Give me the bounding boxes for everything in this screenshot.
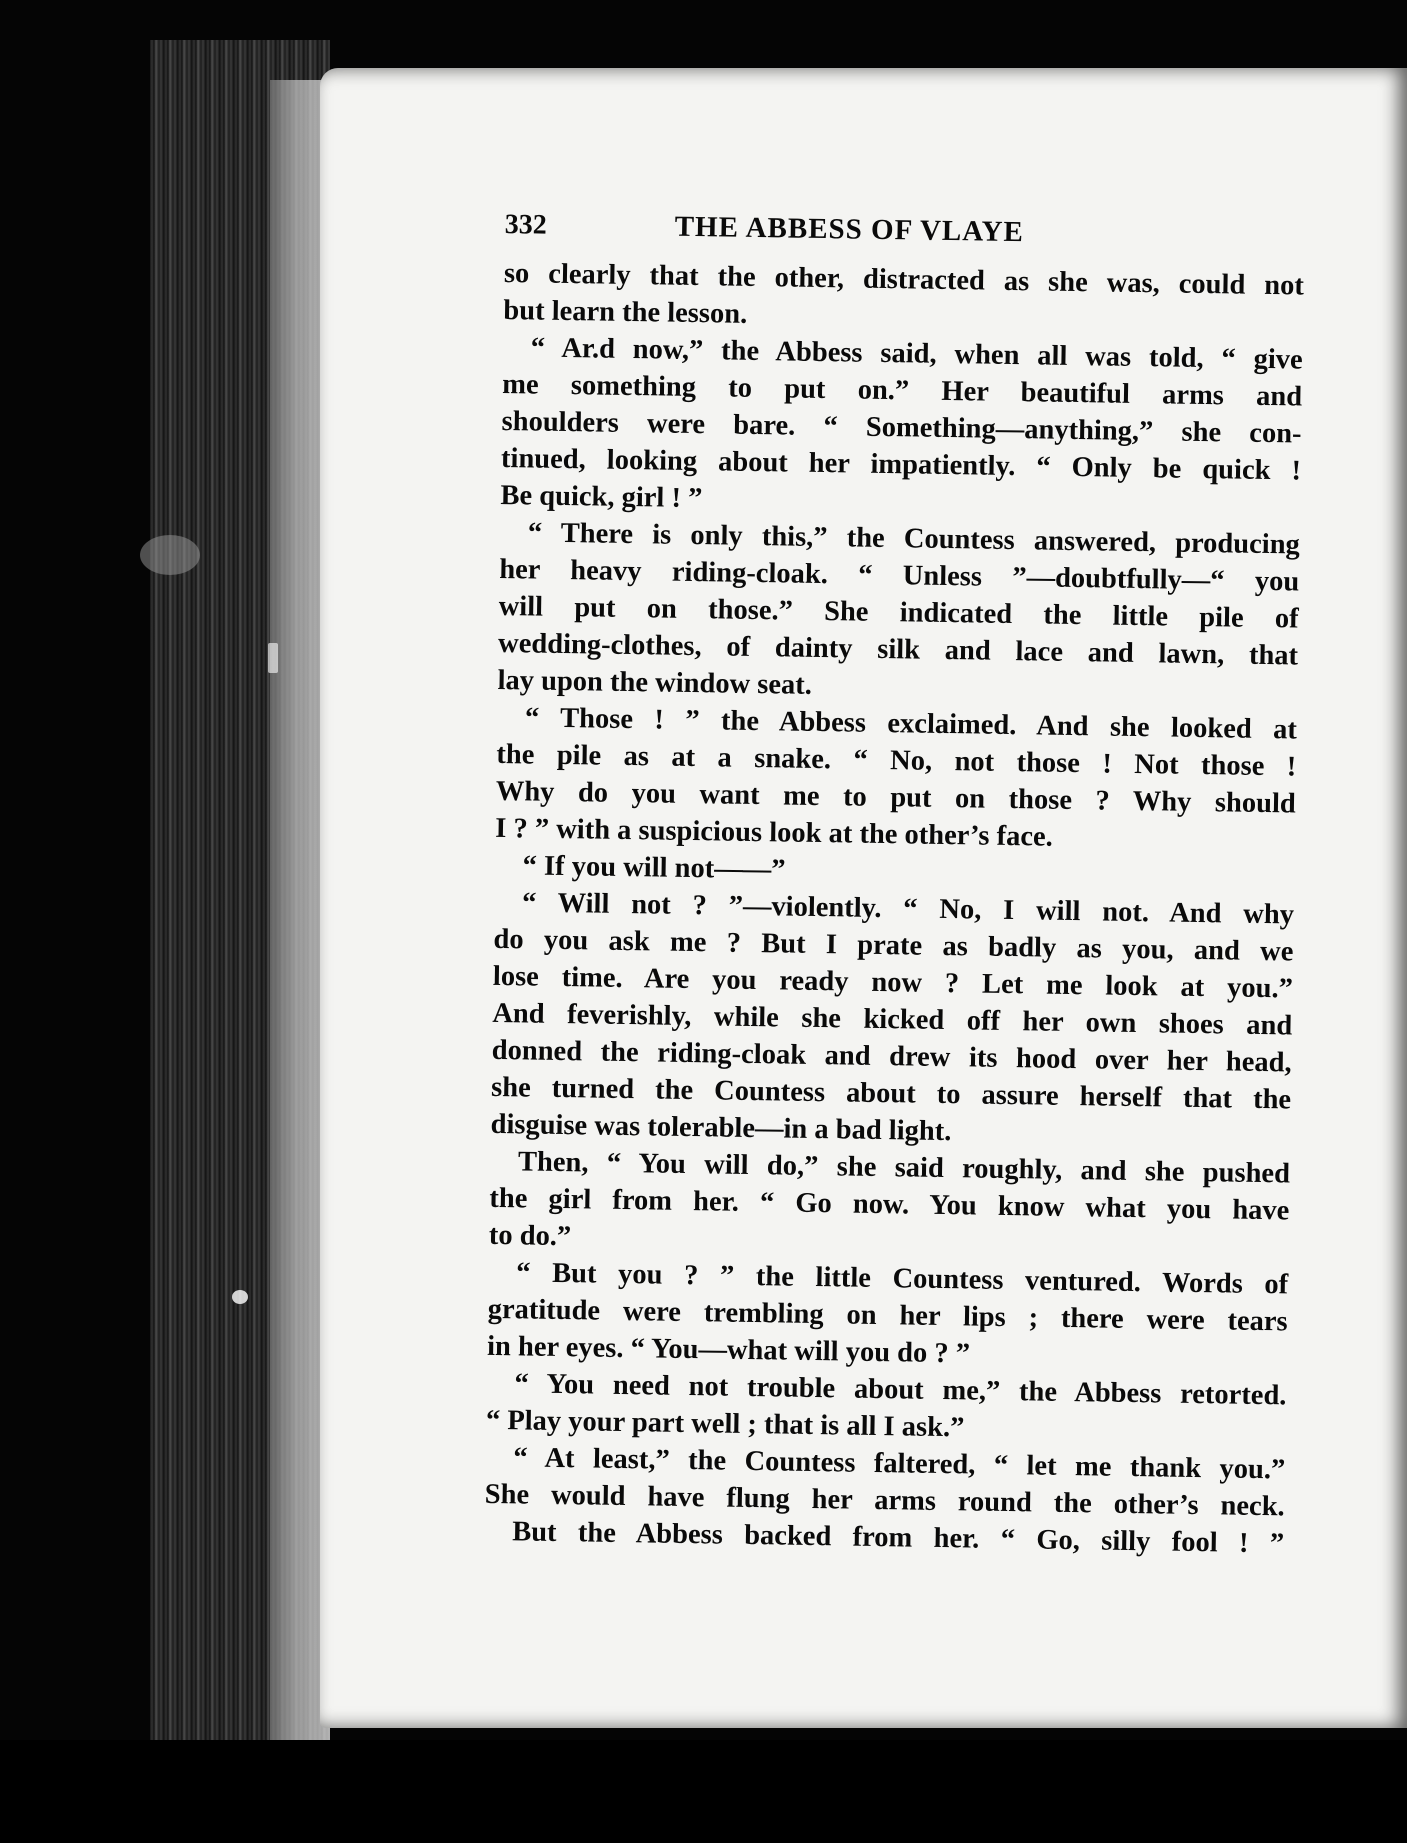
text-line: the pile as at a snake. “ No, not those ! Not those ! [496, 738, 1297, 783]
running-head [504, 208, 1334, 254]
text-line: But the Abbess backed from her. “ Go, silly fool ! ” [511, 1516, 1285, 1560]
text-line: so clearly that the other, distracted as she was, could not [503, 257, 1305, 302]
text-line: “ But you ? ” the little Countess ventured. Words of [516, 1257, 1289, 1301]
text-line: in her eyes. “ You—what will you do ? ” [486, 1330, 971, 1370]
text-line: And feverishly, while she kicked off her own shoes and [492, 997, 1293, 1042]
scan-speck [140, 535, 200, 575]
text-line: I ? ” with a suspicious look at the other’s face. [495, 812, 1054, 853]
text-line: will put on those.” She indicated the little pile of [498, 590, 1299, 635]
text-line: Why do you want me to put on those ? Why should [495, 775, 1296, 820]
text-line: She would have flung her arms round the other’s neck. [484, 1478, 1285, 1523]
text-line: her heavy riding-cloak. “ Unless ”—doubtfully—“ you [499, 553, 1300, 598]
text-line: “ Those ! ” the Abbess exclaimed. And she looked at [524, 702, 1298, 746]
text-line: tinued, looking about her impatiently. “ Only be quick ! [500, 442, 1302, 487]
text-line: donned the riding-cloak and drew its hood over her head, [491, 1034, 1292, 1079]
scan-speck [268, 643, 278, 673]
text-line: lay upon the window seat. [497, 664, 813, 701]
running-head-title: THE ABBESS OF VLAYE [674, 210, 1025, 249]
text-line: shoulders were bare. “ Something—anything,” she con- [501, 405, 1302, 450]
text-line: to do.” [488, 1219, 572, 1253]
text-line: “ At least,” the Countess faltered, “ let me thank you.” [513, 1442, 1286, 1486]
scan-speck [232, 1290, 248, 1304]
bottom-shadow [0, 1740, 1407, 1843]
text-line: wedding-clothes, of dainty silk and lace and lawn, that [497, 627, 1299, 672]
text-line: disguise was tolerable—in a bad light. [490, 1108, 952, 1148]
page-number: 332 [504, 208, 547, 241]
book-page [320, 68, 1407, 1728]
body-text [484, 255, 1334, 1563]
page-content [484, 208, 1335, 1563]
text-line: the girl from her. “ Go now. You know what you have [489, 1182, 1290, 1227]
text-line: Be quick, girl ! ” [500, 479, 703, 515]
text-line: she turned the Countess about to assure herself that the [490, 1071, 1292, 1116]
text-line: “ Ar.d now,” the Abbess said, when all was told, “ give [530, 332, 1303, 376]
text-line: “ Play your part well ; that is all I ask.” [485, 1404, 965, 1444]
text-line: Then, “ You will do,” she said roughly, and she pushed [517, 1146, 1291, 1190]
text-line: but learn the lesson. [503, 294, 748, 330]
text-line: lose time. Are you ready now ? Let me look at you.” [492, 960, 1294, 1005]
text-line: do you ask me ? But I prate as badly as you, and we [493, 923, 1294, 968]
text-line: gratitude were trembling on her lips ; there were tears [487, 1293, 1288, 1338]
text-line: “ You need not trouble about me,” the Abbess retorted. [514, 1368, 1287, 1412]
text-line: “ If you will not——” [522, 850, 786, 886]
text-line: “ There is only this,” the Countess answered, producing [527, 517, 1301, 561]
text-line: me something to put on.” Her beautiful arms and [501, 368, 1303, 413]
text-line: “ Will not ? ”—violently. “ No, I will not. And why [521, 887, 1295, 931]
